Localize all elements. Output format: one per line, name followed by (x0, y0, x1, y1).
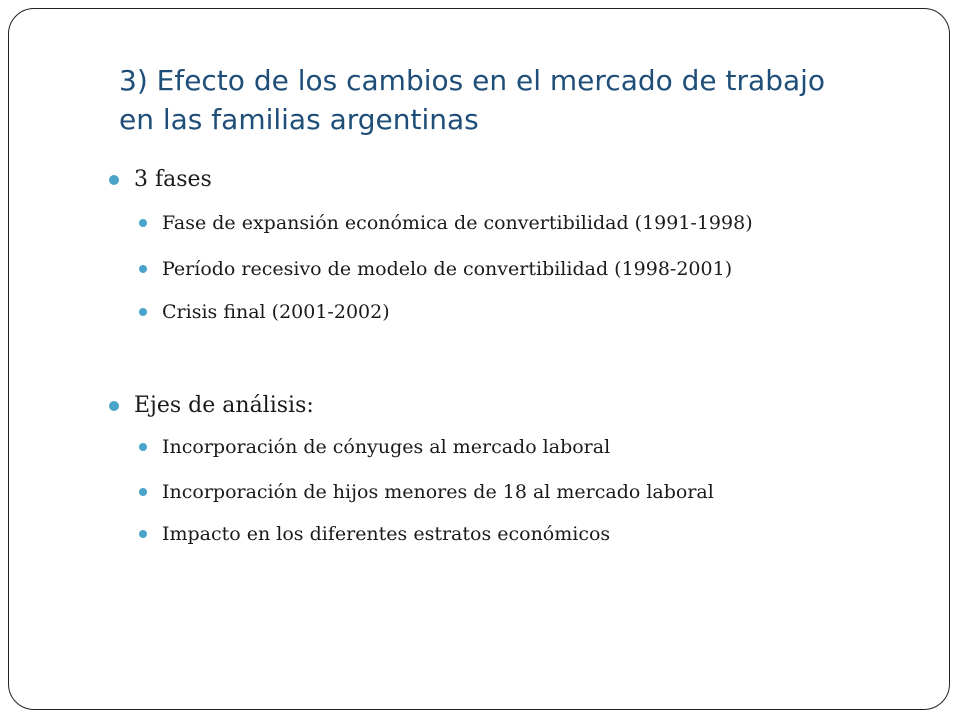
slide-title-line-2: en las familias argentinas (119, 103, 479, 136)
bullet-dot-icon (109, 401, 119, 411)
subbullet-hijos-menores (162, 480, 714, 504)
subbullet-label: Incorporación de cónyuges al mercado laboral (162, 436, 611, 458)
subbullet-periodo-recesivo (162, 257, 732, 281)
subbullet-dot-icon (139, 219, 147, 227)
bullet-3-fases (134, 167, 212, 193)
bullet-dot-icon (109, 175, 119, 185)
subbullet-dot-icon (139, 488, 147, 496)
slide-frame (8, 8, 950, 710)
subbullet-crisis-final (162, 300, 390, 324)
slide-title (119, 61, 919, 139)
subbullet-dot-icon (139, 308, 147, 316)
subbullet-estratos (162, 522, 610, 546)
slide-title-line-1: 3) Efecto de los cambios en el mercado de trabajo (119, 64, 826, 97)
subbullet-dot-icon (139, 530, 147, 538)
subbullet-dot-icon (139, 443, 147, 451)
subbullet-label: Crisis final (2001-2002) (162, 301, 390, 323)
subbullet-conyuges (162, 435, 610, 459)
bullet-ejes-analisis (134, 393, 314, 419)
subbullet-label: Período recesivo de modelo de convertibilidad (1998-2001) (162, 258, 733, 280)
subbullet-dot-icon (139, 265, 147, 273)
subbullet-label: Impacto en los diferentes estratos económicos (162, 523, 611, 545)
bullet-label: Ejes de análisis: (134, 393, 314, 418)
bullet-label: 3 fases (134, 167, 212, 192)
subbullet-label: Incorporación de hijos menores de 18 al mercado laboral (162, 481, 714, 503)
subbullet-label: Fase de expansión económica de convertibilidad (1991-1998) (162, 212, 753, 234)
subbullet-fase-expansion (162, 211, 753, 235)
